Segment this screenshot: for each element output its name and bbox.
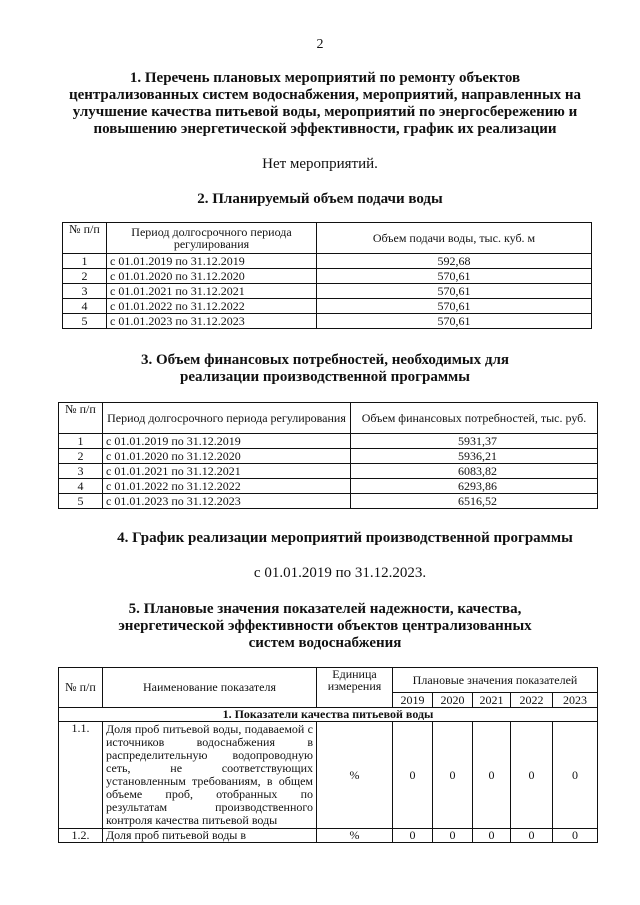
col-header-number: № п/п [59,403,103,434]
col-header-period: Период долгосрочного периода регулирования [107,223,317,254]
section5-title-line: 5. Плановые значения показателей надежности, качества, [128,601,522,617]
row-period: с 01.01.2019 по 31.12.2019 [107,254,317,269]
row-value: 6516,52 [351,494,598,509]
row-number: 3 [59,464,103,479]
row-value: 6083,82 [351,464,598,479]
unit-header-spacer [317,692,393,707]
row-value: 5931,37 [351,434,598,449]
row-value: 0 [473,721,511,828]
row-period: с 01.01.2023 по 31.12.2023 [103,494,351,509]
row-number: 5 [63,314,107,329]
page-number: 2 [316,37,324,52]
section3-title [40,352,610,386]
table-row [63,254,592,269]
table-row [59,721,598,828]
section5-title-line: систем водоснабжения [248,635,402,651]
row-value: 5936,21 [351,449,598,464]
group-header-quality: 1. Показатели качества питьевой воды [59,707,598,721]
col-header-volume: Объем подачи воды, тыс. куб. м [317,223,592,254]
row-period: с 01.01.2020 по 31.12.2020 [107,269,317,284]
row-period: с 01.01.2022 по 31.12.2022 [103,479,351,494]
row-indicator-name: Доля проб питьевой воды, подаваемой с источников водоснабжения в распределительную водопроводную сеть, не соответствующих установленным требованиям, в общем объеме проб, отобранных по результатам производственного контроля качества питьевой воды [103,721,317,828]
row-value: 570,61 [317,269,592,284]
row-number: 1 [59,434,103,449]
section1-title-line: повышению энергетической эффективности, график их реализации [93,121,557,137]
col-header-unit: Единица измерения [317,668,393,693]
row-period: с 01.01.2020 по 31.12.2020 [103,449,351,464]
table-row [59,828,598,842]
col-header-year: 2019 [393,692,433,707]
row-unit: % [317,721,393,828]
row-number: 1.2. [59,828,103,842]
row-number: 4 [59,479,103,494]
section1-title [40,70,610,138]
table-row [63,284,592,299]
row-value: 0 [511,828,553,842]
section1-title-line: централизованных систем водоснабжения, мероприятий, направленных на [68,87,582,103]
row-value: 570,61 [317,314,592,329]
row-value: 0 [393,721,433,828]
table-row [59,494,598,509]
row-number: 2 [63,269,107,284]
indicators-table [58,667,598,843]
section5-title-line: энергетической эффективности объектов централизованных [118,618,532,634]
row-number: 2 [59,449,103,464]
section5-title [20,601,630,652]
row-indicator-name: Доля проб питьевой воды в [103,828,317,842]
row-number: 1.1. [59,721,103,828]
col-header-year: 2021 [473,692,511,707]
col-header-planned: Плановые значения показателей [393,668,598,693]
row-unit: % [317,828,393,842]
row-value: 0 [473,828,511,842]
row-number: 1 [63,254,107,269]
section3-title-line: 3. Объем финансовых потребностей, необходимых для [140,352,510,368]
row-value: 570,61 [317,284,592,299]
table-row [63,299,592,314]
table-row [63,314,592,329]
row-number: 4 [63,299,107,314]
row-value: 0 [433,828,473,842]
section2-title: 2. Планируемый объем подачи воды [197,191,443,207]
row-number: 3 [63,284,107,299]
col-header-year: 2020 [433,692,473,707]
section1-title-line: 1. Перечень плановых мероприятий по ремонту объектов [129,70,521,86]
row-period: с 01.01.2021 по 31.12.2021 [107,284,317,299]
row-value: 0 [553,721,598,828]
section1-title-line: улучшение качества питьевой воды, мероприятий по энергосбережению и [72,104,578,120]
table-row [59,464,598,479]
row-period: с 01.01.2019 по 31.12.2019 [103,434,351,449]
table-row [59,449,598,464]
col-header-period: Период долгосрочного периода регулирования [103,403,351,434]
col-header-year: 2022 [511,692,553,707]
row-value: 0 [511,721,553,828]
col-header-number: № п/п [63,223,107,254]
col-header-year: 2023 [553,692,598,707]
section1-text: Нет мероприятий. [262,156,378,172]
row-number: 5 [59,494,103,509]
col-header-name: Наименование показателя [103,668,317,708]
row-value: 592,68 [317,254,592,269]
section4-title: 4. График реализации мероприятий производственной программы [117,530,573,546]
table-row [59,434,598,449]
row-period: с 01.01.2023 по 31.12.2023 [107,314,317,329]
col-header-amount: Объем финансовых потребностей, тыс. руб. [351,403,598,434]
row-value: 0 [553,828,598,842]
financial-needs-table [58,402,598,509]
row-value: 6293,86 [351,479,598,494]
water-supply-table [62,222,592,329]
row-period: с 01.01.2022 по 31.12.2022 [107,299,317,314]
section3-title-line: реализации производственной программы [180,369,470,385]
row-period: с 01.01.2021 по 31.12.2021 [103,464,351,479]
row-value: 0 [433,721,473,828]
table-row [59,479,598,494]
row-value: 0 [393,828,433,842]
col-header-number: № п/п [59,668,103,708]
section4-text: с 01.01.2019 по 31.12.2023. [253,565,427,581]
table-row [63,269,592,284]
row-value: 570,61 [317,299,592,314]
